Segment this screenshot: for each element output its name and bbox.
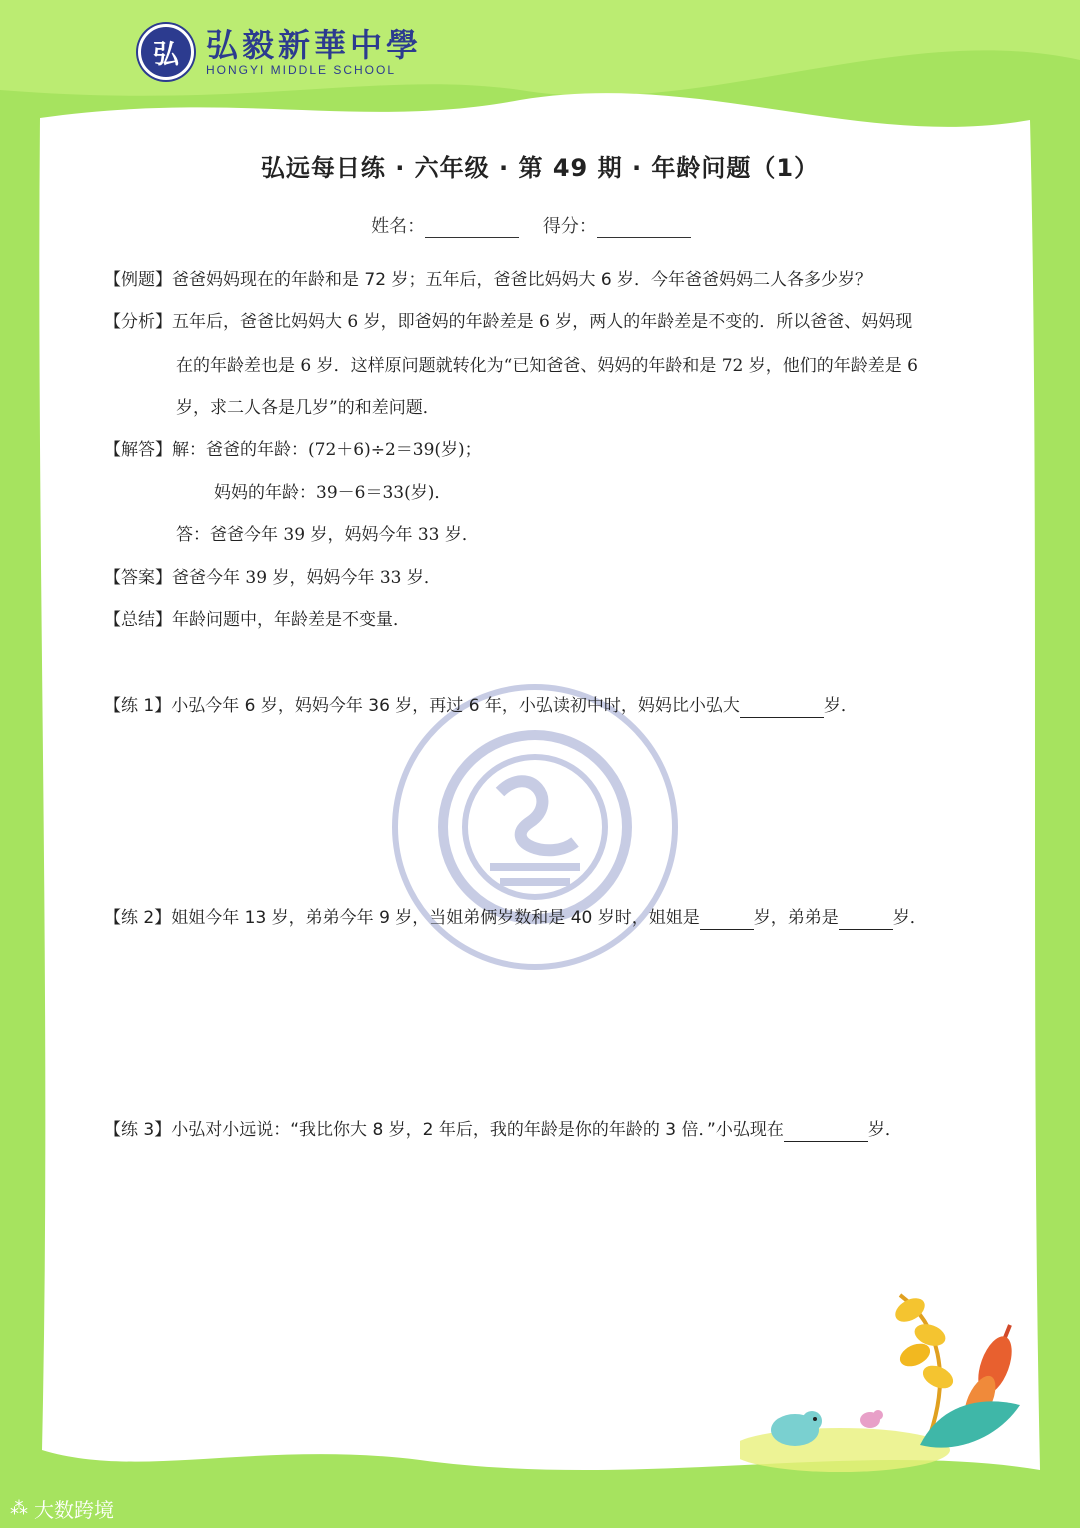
watermark-text: 大数跨境 [34,1498,114,1522]
solution-line-2: 妈妈的年龄：39－6＝33(岁)． [214,483,452,503]
exercise-3-suffix: 岁． [867,1120,902,1140]
summary-row [104,608,410,632]
answer-text: 爸爸今年 39 岁，妈妈今年 33 岁． [172,568,441,588]
example-text: 爸爸妈妈现在的年龄和是 72 岁；五年后，爸爸比妈妈大 6 岁．今年爸爸妈妈二人各多少岁？ [172,270,873,290]
exercise-2-suffix: 岁． [892,908,927,928]
birds-and-leaves-decoration [740,1285,1060,1485]
watermark [10,1494,114,1523]
summary-text: 年龄问题中，年龄差是不变量． [172,610,410,630]
school-name-cn: 弘毅新華中學 [206,26,423,64]
solution-line-3: 答：爸爸今年 39 岁，妈妈今年 33 岁． [176,525,479,545]
score-blank[interactable] [597,219,691,238]
school-name-en: HONGYI MIDDLE SCHOOL [206,63,397,77]
exercise-1-text: 小弘今年 6 岁，妈妈今年 36 岁，再过 6 年，小弘读初中时，妈妈比小弘大 [171,696,740,716]
example-row [104,268,872,292]
exercise-1-suffix: 岁． [823,696,858,716]
solution-line-1: 解：爸爸的年龄：(72＋6)÷2＝39(岁)； [172,440,482,460]
name-label: 姓名： [371,216,426,237]
analysis-line-3: 岁，求二人各是几岁”的和差问题． [176,398,440,418]
exercise-2-tag: 【练 2】 [104,908,172,928]
name-score-row [0,212,1080,238]
analysis-line-2: 在的年龄差也是 6 岁．这样原问题就转化为“已知爸爸、妈妈的年龄和是 72 岁，他们的年龄差是 6 [176,356,918,376]
example-tag: 【例题】 [104,270,172,290]
exercise-3-blank[interactable] [784,1123,868,1142]
exercise-1-blank[interactable] [740,699,824,718]
score-label: 得分： [542,216,597,237]
exercise-2-blank-2[interactable] [839,911,893,930]
school-emblem-icon: 弘 [138,24,194,80]
school-logo [138,24,422,80]
exercise-2-blank-1[interactable] [700,911,754,930]
exercise-3 [104,1118,902,1142]
exercise-1-tag: 【练 1】 [104,696,172,716]
exercise-1 [104,694,858,718]
answer-row [104,566,441,590]
name-blank[interactable] [425,219,519,238]
exercise-3-text: 小弘对小远说：“我比你大 8 岁，2 年后，我的年龄是你的年龄的 3 倍．”小弘现在 [171,1120,784,1140]
exercise-3-tag: 【练 3】 [104,1120,172,1140]
summary-tag: 【总结】 [104,610,172,630]
analysis-tag: 【分析】 [104,312,172,332]
exercise-2 [104,906,927,930]
analysis-line-1: 五年后，爸爸比妈妈大 6 岁，即爸妈的年龄差是 6 岁，两人的年龄差是不变的．所以爸爸、妈妈现 [172,312,913,332]
solution-row-1 [104,438,482,462]
exercise-2-mid: 岁，弟弟是 [753,908,839,928]
watermark-logo-icon: ⁂ [10,1498,28,1519]
exercise-2-text: 姐姐今年 13 岁，弟弟今年 9 岁，当姐弟俩岁数和是 40 岁时，姐姐是 [171,908,700,928]
answer-tag: 【答案】 [104,568,172,588]
analysis-row-1 [104,310,912,334]
solution-tag: 【解答】 [104,440,172,460]
page-title: 弘远每日练 · 六年级 · 第 49 期 · 年龄问题（1） [260,154,820,182]
